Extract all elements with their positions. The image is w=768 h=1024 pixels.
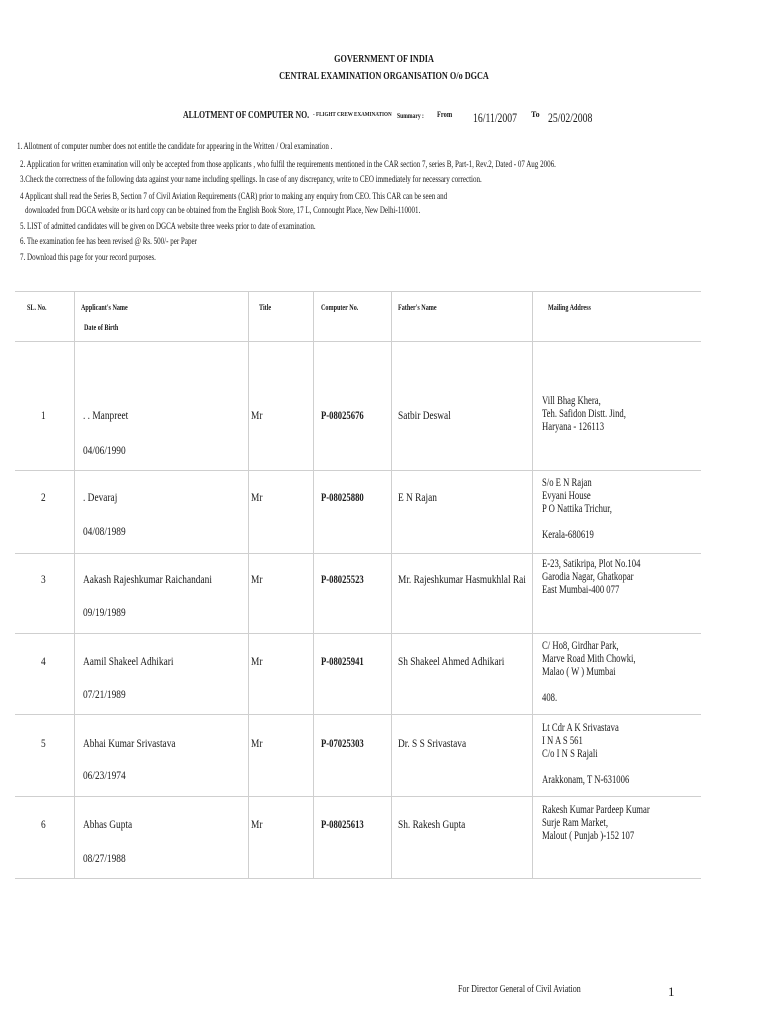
- row-3-father: Mr. Rajeshkumar Hasmukhlal Rai: [398, 572, 526, 586]
- row-6-address: Rakesh Kumar Pardeep Kumar Surje Ram Market, Malout ( Punjab )-152 107: [542, 802, 650, 842]
- row-2-father: E N Rajan: [398, 490, 437, 504]
- row-4-sl: 4: [41, 654, 46, 668]
- column-divider: [248, 291, 249, 878]
- header-computer-no: Computer No.: [321, 302, 359, 312]
- row-3-title: Mr: [251, 572, 263, 586]
- header-date-of-birth: Date of Birth: [84, 322, 119, 332]
- note-6: 6. The examination fee has been revised @ Rs. 500/- per Paper: [20, 236, 197, 246]
- note-4-continued: downloaded from DGCA website or its hard copy can be obtained from the English Book Store, 17 L, Connought Place, New Delhi-110001.: [25, 205, 421, 215]
- row-1-dob: 04/06/1990: [83, 443, 126, 457]
- row-3-computer-no: P-08025523: [321, 572, 364, 586]
- row-1-name: . . Manpreet: [83, 408, 129, 422]
- note-3: 3.Check the correctness of the following data against your name including spellings. In case of any discrepancy, write to CEO immediately for necessary correction.: [20, 174, 482, 184]
- row-1-computer-no: P-08025676: [321, 408, 364, 422]
- note-5: 5. LIST of admitted candidates will be given on DGCA website three weeks prior to date of examination.: [20, 221, 316, 231]
- row-5-sl: 5: [41, 736, 46, 750]
- row-5-address: Lt Cdr A K Srivastava I N A S 561 C/o I N S Rajali Arakkonam, T N-631006: [542, 720, 630, 786]
- row-4-address: C/ Ho8, Girdhar Park, Marve Road Mith Chowki, Malao ( W ) Mumbai 408.: [542, 638, 636, 704]
- government-heading: GOVERNMENT OF INDIA: [334, 54, 434, 65]
- column-divider: [532, 291, 533, 878]
- row-divider: [15, 796, 701, 797]
- header-title: Title: [259, 302, 272, 312]
- row-2-name: . Devaraj: [83, 490, 118, 504]
- note-4: 4 Applicant shall read the Series B, Section 7 of Civil Aviation Requirements (CAR) prior to making any enquiry from CEO. This CAR can be seen and: [20, 191, 448, 201]
- row-1-address: Vill Bhag Khera, Teh. Safidon Distt. Jind, Haryana - 126113: [542, 393, 626, 433]
- row-1-title: Mr: [251, 408, 263, 422]
- exam-type: - FLIGHT CREW EXAMINATION: [313, 112, 392, 118]
- row-5-father: Dr. S S Srivastava: [398, 736, 467, 750]
- row-3-address: E-23, Satikripa, Plot No.104 Garodia Nagar, Ghatkopar East Mumbai-400 077: [542, 556, 641, 596]
- row-6-name: Abhas Gupta: [83, 817, 133, 831]
- column-divider: [313, 291, 314, 878]
- row-6-dob: 08/27/1988: [83, 851, 126, 865]
- row-divider: [15, 633, 701, 634]
- row-divider: [15, 470, 701, 471]
- note-2: 2. Application for written examination will only be accepted from those applicants , who fulfil the requirements mentioned in the CAR section 7, series B, Part-1, Rev.2, Dated - 07 Aug 2006.: [20, 159, 556, 169]
- allotment-title: ALLOTMENT OF COMPUTER NO.: [183, 110, 310, 121]
- row-divider: [15, 714, 701, 715]
- row-4-title: Mr: [251, 654, 263, 668]
- row-3-sl: 3: [41, 572, 46, 586]
- note-7: 7. Download this page for your record purposes.: [20, 252, 156, 262]
- row-2-address: S/o E N Rajan Evyani House P O Nattika Trichur, Kerala-680619: [542, 475, 612, 541]
- row-5-title: Mr: [251, 736, 263, 750]
- row-2-sl: 2: [41, 490, 46, 504]
- row-5-name: Abhai Kumar Srivastava: [83, 736, 176, 750]
- row-3-dob: 09/19/1989: [83, 605, 126, 619]
- row-5-dob: 06/23/1974: [83, 768, 126, 782]
- row-6-computer-no: P-08025613: [321, 817, 364, 831]
- row-2-title: Mr: [251, 490, 263, 504]
- row-4-name: Aamil Shakeel Adhikari: [83, 654, 174, 668]
- row-2-computer-no: P-08025880: [321, 490, 364, 504]
- table-border-bottom: [15, 878, 701, 879]
- table-border-top: [15, 291, 701, 292]
- row-3-name: Aakash Rajeshkumar Raichandani: [83, 572, 212, 586]
- row-1-father: Satbir Deswal: [398, 408, 451, 422]
- from-label: From: [437, 110, 453, 119]
- to-label: To: [531, 110, 540, 119]
- row-5-computer-no: P-07025303: [321, 736, 364, 750]
- column-divider: [391, 291, 392, 878]
- row-6-father: Sh. Rakesh Gupta: [398, 817, 466, 831]
- header-fathers-name: Father's Name: [398, 302, 437, 312]
- row-6-title: Mr: [251, 817, 263, 831]
- row-2-dob: 04/08/1989: [83, 524, 126, 538]
- table-header-border: [15, 341, 701, 342]
- header-sl-no: SL. No.: [27, 302, 47, 312]
- row-divider: [15, 553, 701, 554]
- row-4-father: Sh Shakeel Ahmed Adhikari: [398, 654, 505, 668]
- organisation-heading: CENTRAL EXAMINATION ORGANISATION O/o DGCA: [279, 71, 489, 82]
- note-1: 1. Allotment of computer number does not entitle the candidate for appearing in the Written / Oral examination .: [17, 141, 333, 151]
- signatory-line: For Director General of Civil Aviation: [458, 984, 581, 995]
- header-mailing-address: Mailing Address: [548, 302, 591, 312]
- summary-label: Summary :: [397, 112, 424, 120]
- header-applicant-name: Applicant's Name: [81, 302, 128, 312]
- row-4-computer-no: P-08025941: [321, 654, 364, 668]
- column-divider: [74, 291, 75, 878]
- row-6-sl: 6: [41, 817, 46, 831]
- page-number: 1: [668, 984, 675, 999]
- row-1-sl: 1: [41, 408, 46, 422]
- from-date: 16/11/2007: [473, 110, 518, 125]
- to-date: 25/02/2008: [548, 110, 593, 125]
- row-4-dob: 07/21/1989: [83, 687, 126, 701]
